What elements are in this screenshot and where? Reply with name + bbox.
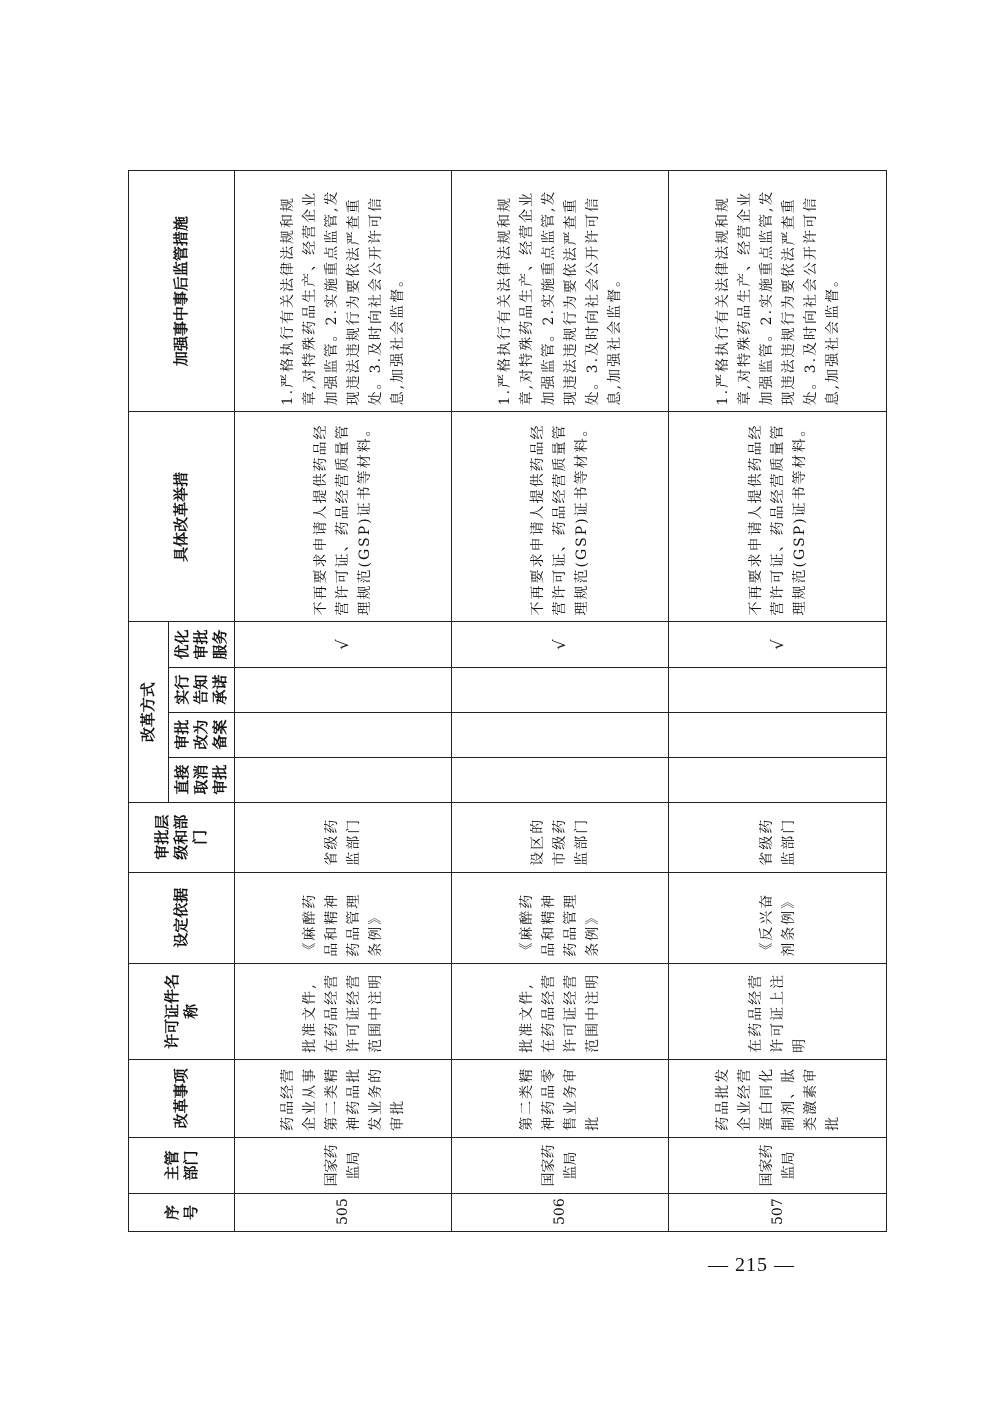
cell-seq: 507 (669, 1193, 887, 1231)
cell-cancel (235, 757, 452, 802)
cell-optimize-check: √ (452, 622, 669, 667)
cell-notify (235, 667, 452, 712)
cell-measure: 不再要求申请人提供药品经营许可证、药品经营质量管理规范(GSP)证书等材料。 (235, 412, 452, 622)
cell-supervision: 1.严格执行有关法律法规和规章,对特殊药品生产、经营企业加强监管。2.实施重点监管,发现违法违规行为要依法严查重处。3.及时向社会公开许可信息,加强社会监督。 (235, 171, 452, 412)
cell-record (235, 712, 452, 757)
table-row (669, 171, 887, 1232)
cell-supervision: 1.严格执行有关法律法规和规章,对特殊药品生产、经营企业加强监管。2.实施重点监管,发现违法违规行为要依法严查重处。3.及时向社会公开许可信息,加强社会监督。 (669, 171, 887, 412)
cell-dept: 国家药监局 (452, 1137, 669, 1193)
header-notify: 实行告知承诺 (169, 667, 235, 712)
table-row (235, 171, 452, 1232)
cell-basis: 《麻醉药品和精神药品管理条例》 (235, 872, 452, 963)
cell-item: 药品批发企业经营蛋白同化制剂、肽类激素审批 (669, 1059, 887, 1137)
cell-item: 第二类精神药品零售业务审批 (452, 1059, 669, 1137)
cell-basis: 《反兴奋剂条例》 (669, 872, 887, 963)
cell-notify (452, 667, 669, 712)
cell-license: 批准文件,在药品经营许可证经营范围中注明 (452, 963, 669, 1059)
cell-level: 设区的市级药监部门 (452, 802, 669, 872)
header-cancel: 直接取消审批 (169, 757, 235, 802)
header-item: 改革事项 (129, 1059, 235, 1137)
cell-optimize-check: √ (235, 622, 452, 667)
cell-cancel (669, 757, 887, 802)
header-reform-group: 改革方式 (129, 622, 169, 802)
header-dept: 主管部门 (129, 1137, 235, 1193)
cell-cancel (452, 757, 669, 802)
cell-seq: 506 (452, 1193, 669, 1231)
cell-level: 省级药监部门 (235, 802, 452, 872)
page-number: — 215 — (708, 1254, 795, 1276)
table-row (452, 171, 669, 1232)
header-row-1 (129, 171, 169, 1232)
reform-table (128, 170, 887, 1232)
header-level: 审批层级和部门 (129, 802, 235, 872)
cell-measure: 不再要求申请人提供药品经营许可证、药品经营质量管理规范(GSP)证书等材料。 (669, 412, 887, 622)
header-optimize: 优化审批服务 (169, 622, 235, 667)
cell-record (669, 712, 887, 757)
header-supervision: 加强事中事后监管措施 (129, 171, 235, 412)
cell-record (452, 712, 669, 757)
header-measure: 具体改革举措 (129, 412, 235, 622)
cell-dept: 国家药监局 (235, 1137, 452, 1193)
cell-optimize-check: √ (669, 622, 887, 667)
cell-license: 批准文件,在药品经营许可证经营范围中注明 (235, 963, 452, 1059)
cell-item: 药品经营企业从事第二类精神药品批发业务的审批 (235, 1059, 452, 1137)
cell-supervision: 1.严格执行有关法律法规和规章,对特殊药品生产、经营企业加强监管。2.实施重点监管,发现违法违规行为要依法严查重处。3.及时向社会公开许可信息,加强社会监督。 (452, 171, 669, 412)
cell-measure: 不再要求申请人提供药品经营许可证、药品经营质量管理规范(GSP)证书等材料。 (452, 412, 669, 622)
header-record: 审批改为备案 (169, 712, 235, 757)
cell-level: 省级药监部门 (669, 802, 887, 872)
cell-notify (669, 667, 887, 712)
cell-basis: 《麻醉药品和精神药品管理条例》 (452, 872, 669, 963)
header-license: 许可证件名称 (129, 963, 235, 1059)
rotated-table-container (128, 170, 864, 1232)
cell-seq: 505 (235, 1193, 452, 1231)
header-basis: 设定依据 (129, 872, 235, 963)
cell-dept: 国家药监局 (669, 1137, 887, 1193)
cell-license: 在药品经营许可证上注明 (669, 963, 887, 1059)
header-seq: 序号 (129, 1193, 235, 1231)
